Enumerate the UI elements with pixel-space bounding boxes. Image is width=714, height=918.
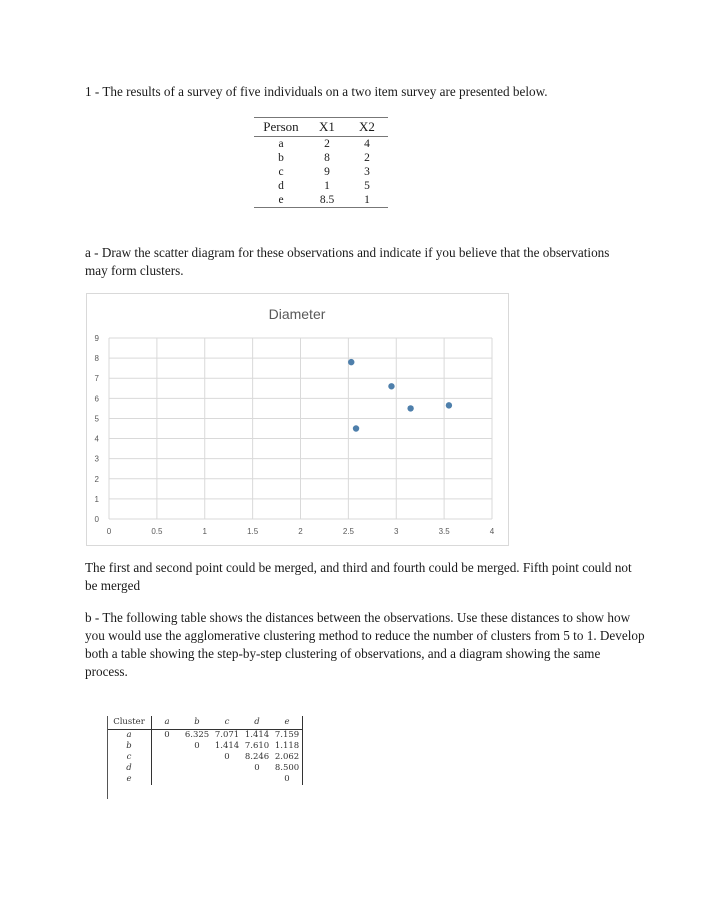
person-cell: a: [278, 138, 284, 150]
distance-cell: [242, 774, 272, 785]
distance-cell: 1.118: [272, 741, 303, 752]
distance-cell: 6.325: [184, 730, 210, 740]
header-c: c: [212, 716, 242, 730]
data-point: [353, 425, 359, 431]
row-label: b: [107, 741, 152, 752]
header-person: Person: [254, 118, 308, 137]
person-cell: e: [254, 193, 308, 208]
y-tick-label: 7: [94, 374, 99, 384]
y-tick-label: 2: [94, 474, 99, 484]
table-row: [107, 730, 303, 742]
table-row: [254, 193, 388, 208]
x1-cell: 1: [324, 180, 330, 192]
distance-cell: [212, 763, 242, 774]
y-tick-label: 0: [94, 515, 99, 524]
y-tick-label: 1: [94, 494, 99, 504]
header-e: e: [272, 716, 303, 730]
distance-cell: [212, 774, 242, 785]
distance-cell: 7.610: [244, 741, 270, 751]
distance-cell: 2.062: [272, 752, 303, 763]
person-cell: d: [278, 180, 284, 192]
table-row: [107, 752, 303, 763]
y-tick-label: 4: [94, 434, 99, 444]
data-point: [446, 402, 452, 408]
distance-table: [107, 716, 304, 799]
table-row: [254, 137, 388, 152]
data-point: [348, 359, 354, 365]
person-cell: c: [278, 166, 284, 178]
person-cell: b: [278, 152, 284, 164]
x1-cell: 9: [324, 166, 330, 178]
header-a: a: [152, 716, 183, 730]
distance-cell: 0: [272, 774, 303, 785]
table-left-border: [107, 716, 108, 799]
distance-cell: [152, 752, 183, 763]
survey-table: [254, 117, 388, 208]
header-x1: X1: [308, 118, 346, 137]
x2-cell: 3: [364, 166, 370, 178]
x-tick-label: 3.5: [438, 527, 450, 536]
header-b: b: [182, 716, 212, 730]
y-tick-label: 9: [94, 334, 99, 343]
distance-cell: 0: [194, 741, 200, 751]
distance-cell: 0: [224, 752, 230, 762]
distance-cell: 0: [164, 730, 170, 740]
row-label: d: [107, 763, 152, 774]
x-tick-label: 1.5: [247, 527, 259, 536]
data-point: [388, 383, 394, 389]
distance-cell: 7.159: [272, 730, 303, 742]
distance-cell: [152, 763, 183, 774]
row-label: c: [107, 752, 152, 763]
x2-cell: 5: [364, 180, 370, 192]
y-tick-label: 6: [94, 394, 99, 404]
distance-cell: 1.414: [214, 741, 240, 751]
y-tick-label: 5: [94, 414, 99, 424]
y-tick-label: 3: [94, 454, 99, 464]
x-tick-label: 3: [394, 527, 399, 536]
question-1-text: 1 - The results of a survey of five individuals on a two item survey are presented below.: [85, 84, 548, 99]
header-x2: X2: [346, 118, 388, 137]
x1-cell: 8: [324, 152, 330, 164]
chart-canvas: [87, 294, 508, 545]
distance-header-row: [107, 716, 303, 730]
answer-a-text: The first and second point could be merged, and third and fourth could be merged. Fifth point could not be merged: [85, 560, 632, 593]
data-point: [407, 405, 413, 411]
x-tick-label: 2: [298, 527, 303, 536]
x-tick-label: 2.5: [342, 527, 354, 536]
table-row: [254, 165, 388, 179]
x-tick-label: 4: [489, 527, 495, 536]
part-b-text: b - The following table shows the distances between the observations. Use these distances to show how you would use the agglomerative clustering method to reduce the number of clusters from 5 to 1. Develop both a table showing the step-by-step clustering of observations, and a diagram showing the same process.: [85, 610, 645, 679]
row-label: e: [107, 774, 152, 785]
x2-cell: 2: [364, 152, 370, 164]
x2-cell: 1: [346, 193, 388, 208]
x-tick-label: 0: [106, 527, 112, 536]
distance-cell: 1.414: [244, 730, 270, 740]
x-tick-label: 0.5: [151, 527, 163, 536]
x1-cell: 8.5: [308, 193, 346, 208]
distance-cell: [182, 763, 212, 774]
part-a-text: a - Draw the scatter diagram for these observations and indicate if you believe that the observations may form clusters.: [85, 245, 610, 278]
distance-cell: 0: [254, 763, 260, 773]
distance-cell: 7.071: [214, 730, 240, 740]
table-row: [107, 774, 303, 785]
table-row: [254, 179, 388, 193]
header-cluster: Cluster: [107, 716, 152, 730]
x1-cell: 2: [324, 138, 330, 150]
distance-cell: 8.500: [272, 763, 303, 774]
table-row: [254, 151, 388, 165]
table-row: [107, 741, 303, 752]
chart-title: Diameter: [268, 306, 326, 322]
survey-header-row: [254, 118, 388, 137]
row-label: a: [107, 730, 152, 742]
distance-cell: [152, 741, 183, 752]
distance-cell: [152, 774, 183, 785]
header-d: d: [242, 716, 272, 730]
distance-cell: [182, 752, 212, 763]
distance-cell: [182, 774, 212, 785]
table-row: [107, 763, 303, 774]
x-tick-label: 1: [202, 527, 207, 536]
scatter-chart: [86, 293, 509, 546]
distance-grid: [107, 716, 303, 785]
y-tick-label: 8: [94, 354, 99, 364]
distance-cell: 8.246: [244, 752, 270, 762]
x2-cell: 4: [364, 138, 370, 150]
